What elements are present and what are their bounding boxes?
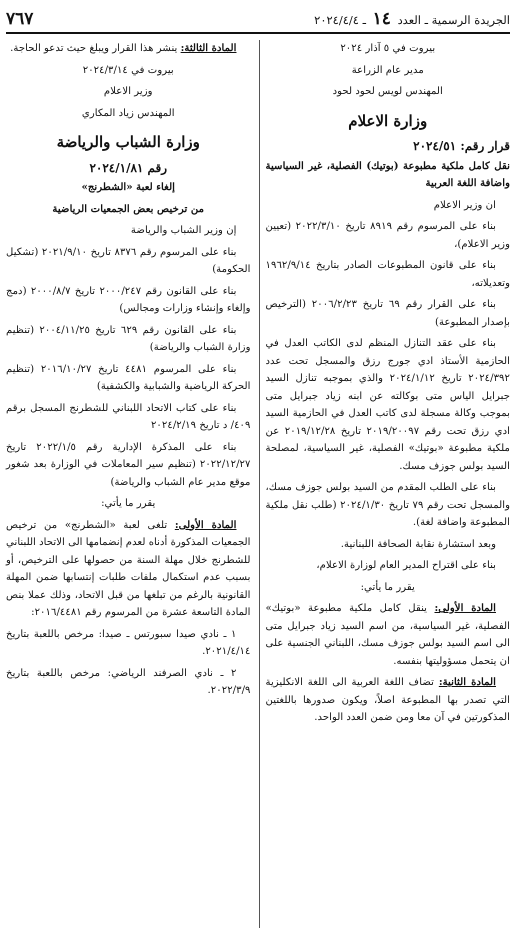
decision-number: قرار رقم: ٢٠٢٤/٥١ <box>413 139 510 153</box>
article-label: المادة الأولى: <box>434 602 496 614</box>
preamble-para: بناء على عقد التنازل المنظم لدى الكاتب العدل في الحازمية الأستاذ ادي جورج رزق والمسجل تحت عدد ٢٠٢٤/٣٩٢ تاريخ ٢٠٢٤/١/١٢ والذي بموجبه تنازل السيد جبرايل الياس متى بوكالته عن ابنه زياد جبرايل متى بموجب وكالة مسجلة لدى كاتب العدل في الحازمية السيد ادي رزق تحت رقم ٢٠١٩/٢٠٠٩٧ تاريخ ٢٠١٩/١٢/٢٨ عن ملكية مطبوعة «بوتيك» الفصلية، غير السياسية، لمصلحة السيد بولس جوزف مسك. <box>265 338 511 472</box>
preamble-para: بناء على القانون رقم ٦٢٩ تاريخ ٢٠٠٤/١١/٢٥ (تنظيم وزارة الشباب والرياضة) <box>6 324 251 353</box>
preamble-para: بناء على المرسوم رقم ٨٣٧٦ تاريخ ٢٠٢١/٩/١٠ (تشكيل الحكومة) <box>6 246 251 275</box>
issue-date: ـ ٢٠٢٤/٤/٤ <box>314 13 366 27</box>
decides-heading: يقرر ما يأتي: <box>360 581 415 593</box>
sign-line: المهندس لويس لحود لحود <box>332 86 443 97</box>
sign-line: وزير الاعلام <box>103 86 153 97</box>
preamble-para: ان وزير الاعلام <box>433 199 496 211</box>
decision-title: إلغاء لعبة «الشطرنج» <box>81 181 176 193</box>
sign-line: بيروت في ٢٠٢٤/٣/١٤ <box>82 64 174 76</box>
preamble-para: بناء على اقتراح المدير العام لوزارة الاعلام، <box>316 560 496 571</box>
article-1 <box>266 600 511 670</box>
article-text: ينقل كامل ملكية مطبوعة «بوتيك» الفصلية، غير السياسية، من اسم السيد زياد جبرايل متى الى اسم السيد بولس جوزف مسك، اللبناني الجنسية على ان يتحمل مسؤوليتها بنفسه. <box>265 603 510 667</box>
article-1 <box>6 517 251 622</box>
preamble-para: بناء على القرار رقم ٦٩ تاريخ ٢٠٠٦/٢/٢٣ (الترخيص بإصدار المطبوعة) <box>265 299 510 328</box>
issue-number: ١٤ <box>372 9 391 29</box>
preamble-para: إن وزير الشباب والرياضة <box>130 225 237 236</box>
article-3 <box>6 40 251 58</box>
right-column <box>259 40 511 928</box>
preamble-para: بناء على الطلب المقدم من السيد بولس جوزف مسك، والمسجل تحت رقم ٧٩ تاريخ ٢٠٢٤/١/٣٠ (طلب نقل ملكية المطبوعة واضافة لغة). <box>265 482 510 528</box>
list-item: ٢ ـ نادي الصرفند الرياضي: مرخص باللعبة بتاريخ ٢٠٢٢/٣/٩. <box>6 667 251 696</box>
ministry-title: وزارة الاعلام <box>348 111 428 130</box>
preamble-para: بناء على القانون رقم ٢٠٠٠/٢٤٧ تاريخ ٢٠٠٠/٨/٧ (دمج وإلغاء وإنشاء وزارات ومجالس) <box>6 285 251 314</box>
preamble-para: بناء على المرسوم رقم ٨٩١٩ تاريخ ٢٠٢٢/٣/١٠ (تعيين وزير الاعلام)، <box>265 221 510 250</box>
preamble-para: بناء على المذكرة الإدارية رقم ٢٠٢٢/١/٥ تاريخ ٢٠٢٢/١٢/٢٧ (تنظيم سير المعاملات في الوزارة بعد شغور موقع مدير عام الشباب والرياضة) <box>6 441 251 488</box>
decision-number: رقم ٢٠٢٤/١/٨١ <box>89 160 168 175</box>
sign-line: المهندس زياد المكاري <box>81 107 175 119</box>
article-label: المادة الثانية: <box>438 676 496 688</box>
article-text: ينشر هذا القرار ويبلغ حيث تدعو الحاجة. <box>10 43 178 54</box>
article-text: تلغى لعبة «الشطرنج» من ترخيص الجمعيات المذكورة أدناه لعدم إنضمامها الى الاتحاد اللبناني للشطرنج خلال مهلة السنة من حصولها على الترخيص، أو بسبب عدم استكمال ملفات طلبات إنتسابها ضمن المهلة القانونية بالرغم من تبلغها من قبل الاتحاد، وذلك عملا بنص المادة التاسعة عشرة من المرسوم رقم ٢٠١٦/٤٤٨١: <box>6 519 251 618</box>
decision-title: من ترخيص بعض الجمعيات الرياضية <box>52 202 205 215</box>
article-label: المادة الثالثة: <box>180 42 237 54</box>
article-label: المادة الأولى: <box>174 518 237 531</box>
ministry-title: وزارة الشباب والرياضة <box>56 133 200 151</box>
columns <box>6 40 510 928</box>
preamble-para: بناء على كتاب الاتحاد اللبناني للشطرنج المسجل برقم ٤٠٩/ د تاريخ ٢٠٢٤/٢/١٩ <box>6 402 251 431</box>
page-header <box>6 6 510 34</box>
preamble-para: وبعد استشارة نقابة الصحافة اللبنانية. <box>340 538 496 550</box>
preamble-para: بناء على قانون المطبوعات الصادر بتاريخ ١٩٦٢/٩/١٤ وتعديلاته، <box>265 260 510 289</box>
gazette-name: الجريدة الرسمية ـ العدد <box>397 13 510 27</box>
article-text: تضاف اللغة العربية الى اللغة الانكليزية التي تصدر بها المطبوعة اصلاً، ويكون صدورها باللغتين المذكورتين في آن معا ومن ضمن العدد الواحد. <box>265 677 510 723</box>
article-2 <box>266 674 511 727</box>
decision-subject: نقل كامل ملكية مطبوعة (بوتيك) الفصلية، غير السياسية واضافة اللغة العربية <box>265 159 510 189</box>
decides-heading: يقرر ما يأتي: <box>101 498 156 509</box>
left-column <box>6 40 259 928</box>
gazette-issue <box>314 9 510 29</box>
sign-line: مدير عام الزراعة <box>351 64 424 76</box>
sign-line: بيروت في ٥ آذار ٢٠٢٤ <box>340 43 436 54</box>
list-item: ١ ـ نادي صيدا سبورتس ـ صيدا: مرخص باللعبة بتاريخ ٢٠٢١/٤/١٤. <box>6 628 251 657</box>
page-number: ٧٦٧ <box>6 9 34 29</box>
preamble-para: بناء على المرسوم ٤٤٨١ تاريخ ٢٠١٦/١٠/٢٧ (تنظيم الحركة الرياضية والشبابية والكشفية) <box>6 363 251 392</box>
